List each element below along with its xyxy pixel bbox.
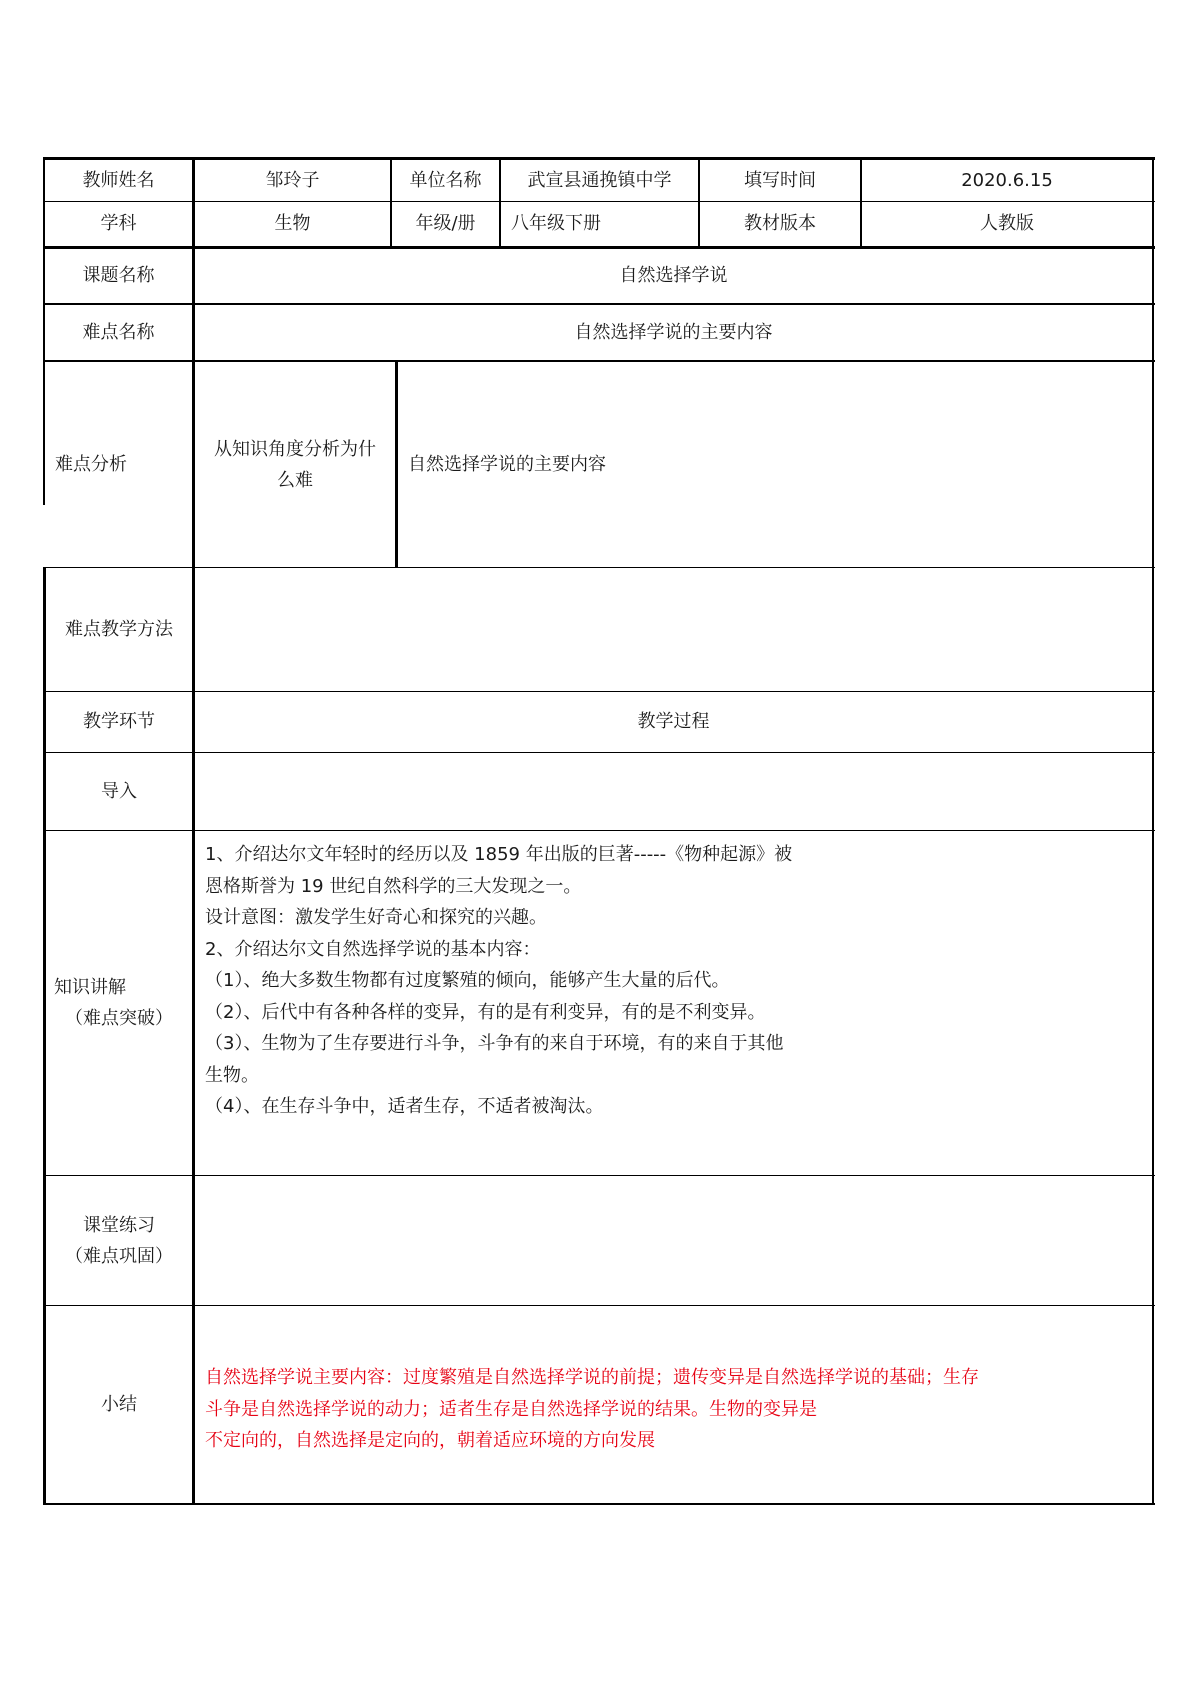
summary-label: 小结 xyxy=(101,1393,137,1415)
knowledge-label-line1: 知识讲解 xyxy=(54,977,126,998)
practice-label xyxy=(46,1176,192,1305)
analysis-label: 难点分析 xyxy=(55,453,127,475)
subject-label: 学科 xyxy=(100,213,137,235)
subject-value: 生物 xyxy=(274,213,311,235)
practice-label-line1: 课堂练习 xyxy=(83,1214,155,1236)
table-divider xyxy=(43,1305,1155,1306)
table-divider xyxy=(43,830,1155,831)
practice-value xyxy=(195,1176,1152,1305)
unit-name-value: 武宣县通挽镇中学 xyxy=(527,169,672,191)
summary-content: 自然选择学说主要内容：过度繁殖是自然选择学说的前提；遗传变异是自然选择学说的基础；生存 斗争是自然选择学说的动力；适者生存是自然选择学说的结果。生物的变异是 不定向的，自然选择是定向的，朝着适应环境的方向发展 xyxy=(205,1367,979,1451)
teacher-name-label: 教师姓名 xyxy=(82,169,155,191)
teaching-method-value xyxy=(195,568,1152,691)
practice-label-line2: （难点巩固） xyxy=(65,1245,173,1267)
edition-value: 人教版 xyxy=(980,213,1034,235)
knowledge-content: 1、介绍达尔文年轻时的经历以及 1859 年出版的巨著-----《物种起源》被 恩格斯誉为 19 世纪自然科学的三大发现之一。 设计意图：激发学生好奇心和探究的兴趣。 2、介绍达尔文自然选择学说的基本内容： （1）、绝大多数生物都有过度繁殖的倾向，能够产生大量的后代。 （2）、后代中有各种各样的变异，有的是有利变异，有的是不利变异。 （3）、生物为了生存要进行斗争，斗争有的来自于环境，有的来自于其他 生物。 （4）、在生存斗争中，适者生存，不适者被淘汰。 xyxy=(205,844,793,1117)
difficulty-value: 自然选择学说的主要内容 xyxy=(574,321,773,343)
fill-date-value: 2020.6.15 xyxy=(961,169,1053,191)
analysis-sub-label: 从知识角度分析为什么难 xyxy=(214,438,376,491)
edition-label: 教材版本 xyxy=(744,213,816,235)
topic-label: 课题名称 xyxy=(82,265,155,287)
topic-value: 自然选择学说 xyxy=(619,265,728,287)
knowledge-label xyxy=(46,831,192,1175)
teaching-stage-label: 教学环节 xyxy=(83,711,155,733)
teaching-method-label: 难点教学方法 xyxy=(65,618,173,640)
intro-label: 导入 xyxy=(101,780,137,802)
difficulty-label: 难点名称 xyxy=(82,321,155,343)
unit-name-label: 单位名称 xyxy=(409,169,482,191)
table-border-right xyxy=(1152,157,1154,1505)
teaching-process-header: 教学过程 xyxy=(637,711,710,733)
grade-value: 八年级下册 xyxy=(511,213,601,235)
analysis-value: 自然选择学说的主要内容 xyxy=(408,453,606,475)
table-border-bottom xyxy=(43,1503,1155,1505)
fill-date-label: 填写时间 xyxy=(744,169,816,191)
knowledge-label-line2: （难点突破） xyxy=(65,1008,173,1029)
intro-value xyxy=(195,753,1152,830)
grade-label: 年级/册 xyxy=(415,213,476,235)
teacher-name-value: 邹玲子 xyxy=(265,169,320,191)
